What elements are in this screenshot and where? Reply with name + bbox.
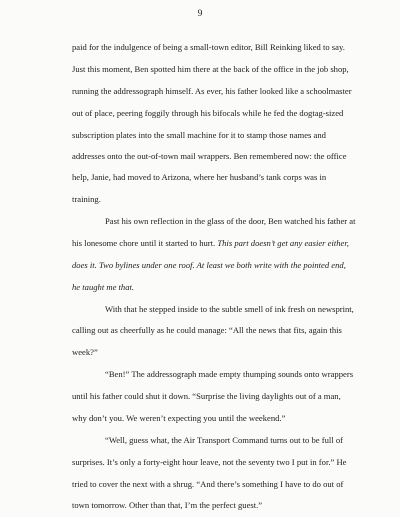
text-line: week?” — [72, 347, 98, 357]
text-line — [72, 239, 349, 248]
text-line — [72, 261, 346, 270]
text-line: out of place, peering foggily through his bifocals while he fed the dogtag-sized — [72, 108, 344, 118]
italic-thought: he taught me that. — [72, 282, 135, 292]
italic-thought: This part doesn’t get any easier either, — [217, 238, 349, 248]
italic-thought: does it. Two bylines under one roof. At least we both write with the pointed end, — [72, 260, 346, 270]
text-line: addresses onto the out-of-town mail wrappers. Ben remembered now: the office — [72, 151, 347, 161]
text-line: until his father could shut it down. “Surprise the living daylights out of a man, — [72, 391, 341, 401]
text-line: calling out as cheerfully as he could manage: “All the news that fits, again this — [72, 325, 342, 335]
text-line: “Ben!” The addressograph made empty thumping sounds onto wrappers — [105, 369, 354, 379]
text-line: help, Janie, had moved to Arizona, where her husband’s tank corps was in — [72, 172, 327, 182]
text-line: running the addressograph himself. As ever, his father looked like a schoolmaster — [72, 86, 352, 96]
text-line: subscription plates into the small machine for it to stamp those names and — [72, 130, 326, 140]
text-line: why don’t you. We weren’t expecting you until the weekend.” — [72, 413, 286, 423]
text-line: tried to cover the next with a shrug. “And there’s something I have to do out of — [72, 479, 344, 489]
text-line: town tomorrow. Other than that, I’m the perfect guest.” — [72, 500, 263, 510]
text-line: training. — [72, 194, 101, 204]
text-line: surprises. It’s only a forty-eight hour leave, not the seventy two I put in for.” He — [72, 457, 347, 467]
text-line: “Well, guess what, the Air Transport Command turns out to be full of — [105, 435, 344, 445]
text-line: Just this moment, Ben spotted him there at the back of the office in the job shop, — [72, 64, 349, 74]
text-line — [72, 283, 134, 292]
text-segment: his lonesome chore until it started to hurt. — [72, 238, 216, 248]
text-line: Past his own reflection in the glass of the door, Ben watched his father at — [105, 216, 356, 226]
text-line: With that he stepped inside to the subtle smell of ink fresh on newsprint, — [105, 304, 354, 314]
text-line: paid for the indulgence of being a small-town editor, Bill Reinking liked to say. — [72, 42, 345, 52]
page-number: 9 — [197, 9, 203, 19]
